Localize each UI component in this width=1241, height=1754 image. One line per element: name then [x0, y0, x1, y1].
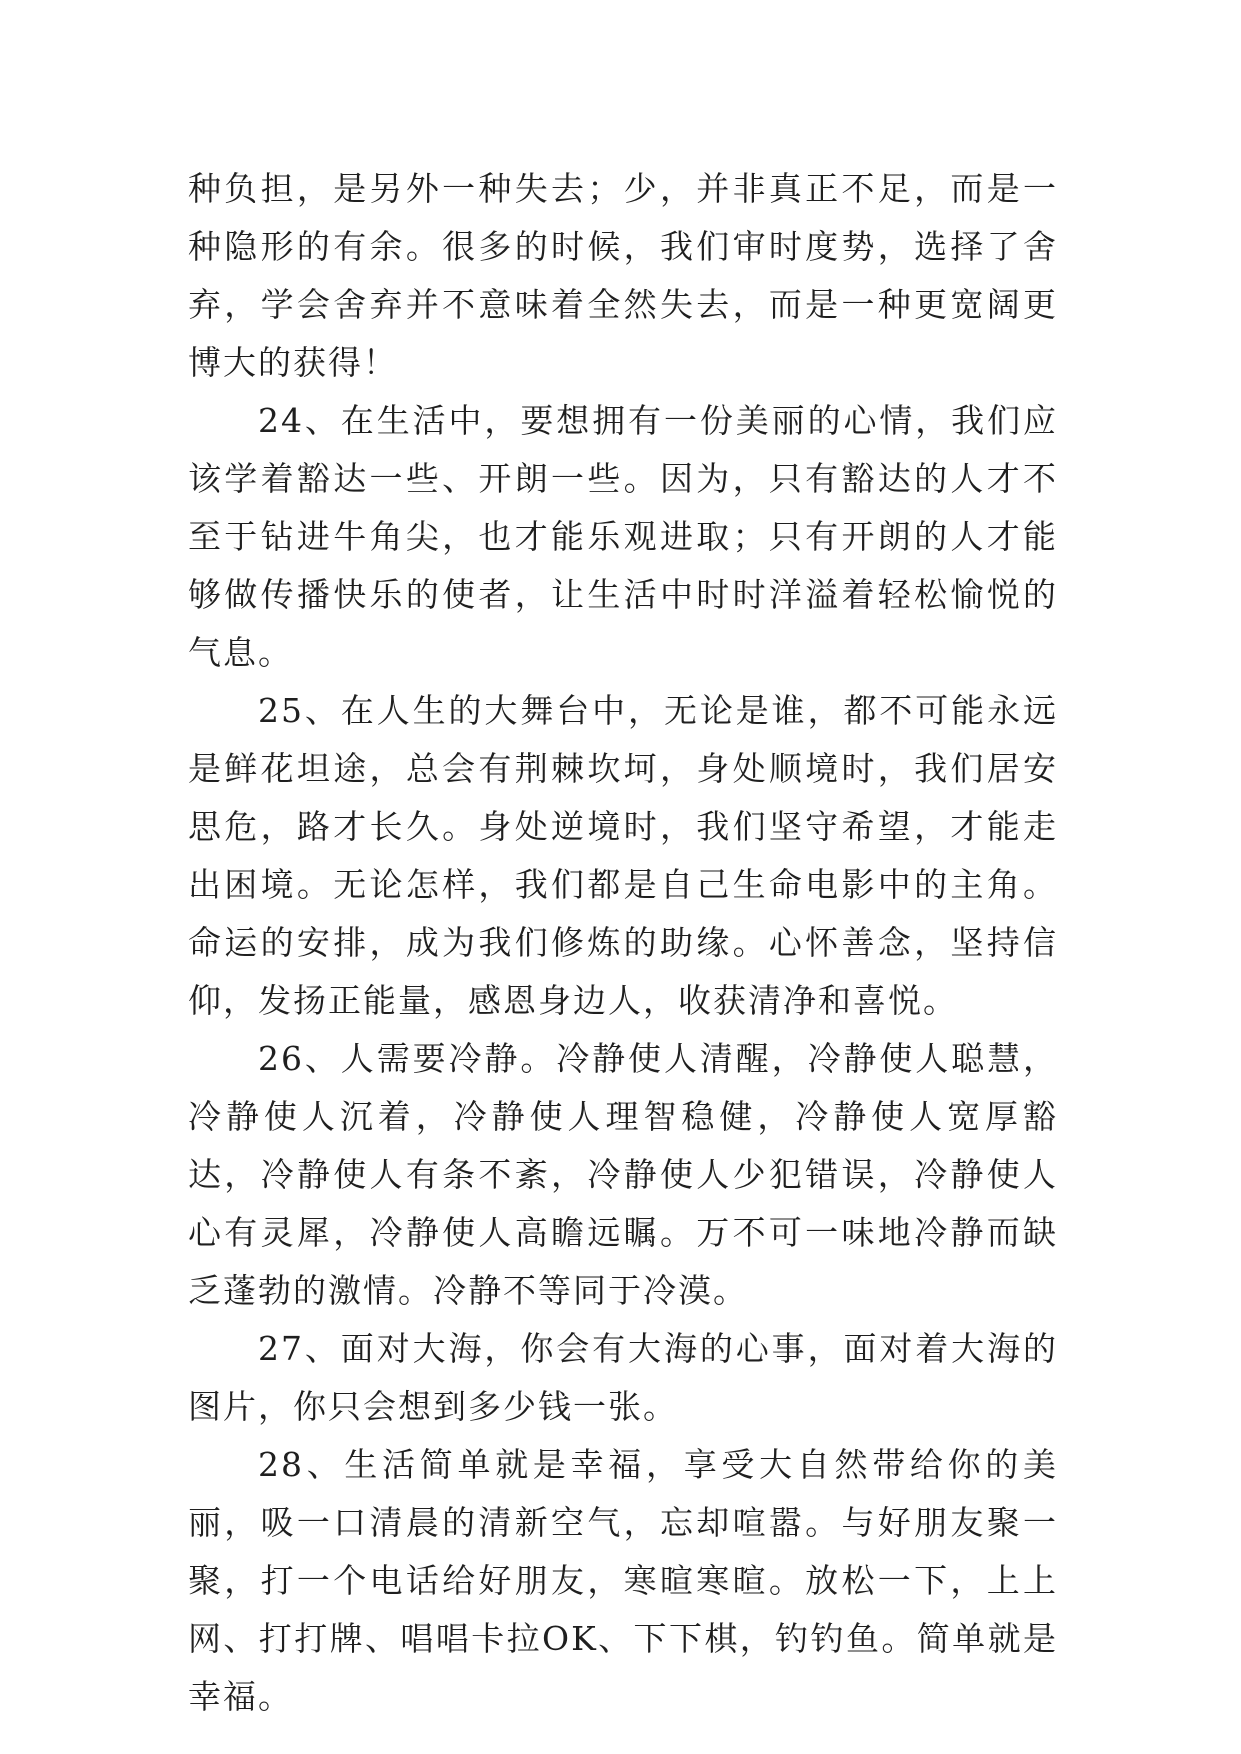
paragraph-26: 26、人需要冷静。冷静使人清醒，冷静使人聪慧，冷静使人沉着，冷静使人理智稳健，冷静使人宽厚豁达，冷静使人有条不紊，冷静使人少犯错误，冷静使人心有灵犀，冷静使人高瞻远瞩。万不可一味地冷静而缺乏蓬勃的激情。冷静不等同于冷漠。	[188, 1039, 1058, 1310]
paragraph-24: 24、在生活中，要想拥有一份美丽的心情，我们应该学着豁达一些、开朗一些。因为，只有豁达的人才不至于钻进牛角尖，也才能乐观进取；只有开朗的人才能够做传播快乐的使者，让生活中时时洋溢着轻松愉悦的气息。	[188, 401, 1058, 672]
document-body	[188, 160, 1058, 1726]
paragraph-28: 28、生活简单就是幸福，享受大自然带给你的美丽，吸一口清晨的清新空气，忘却喧嚣。与好朋友聚一聚，打一个电话给好朋友，寒暄寒暄。放松一下，上上网、打打牌、唱唱卡拉OK、下下棋，钓钓鱼。简单就是幸福。	[188, 1445, 1058, 1716]
paragraph-continued: 种负担，是另外一种失去；少，并非真正不足，而是一种隐形的有余。很多的时候，我们审时度势，选择了舍弃，学会舍弃并不意味着全然失去，而是一种更宽阔更博大的获得！	[188, 169, 1058, 382]
paragraph-27: 27、面对大海，你会有大海的心事，面对着大海的图片，你只会想到多少钱一张。	[188, 1329, 1058, 1426]
paragraph-25: 25、在人生的大舞台中，无论是谁，都不可能永远是鲜花坦途，总会有荆棘坎坷，身处顺境时，我们居安思危，路才长久。身处逆境时，我们坚守希望，才能走出困境。无论怎样，我们都是自己生命电影中的主角。命运的安排，成为我们修炼的助缘。心怀善念，坚持信仰，发扬正能量，感恩身边人，收获清净和喜悦。	[188, 691, 1058, 1020]
